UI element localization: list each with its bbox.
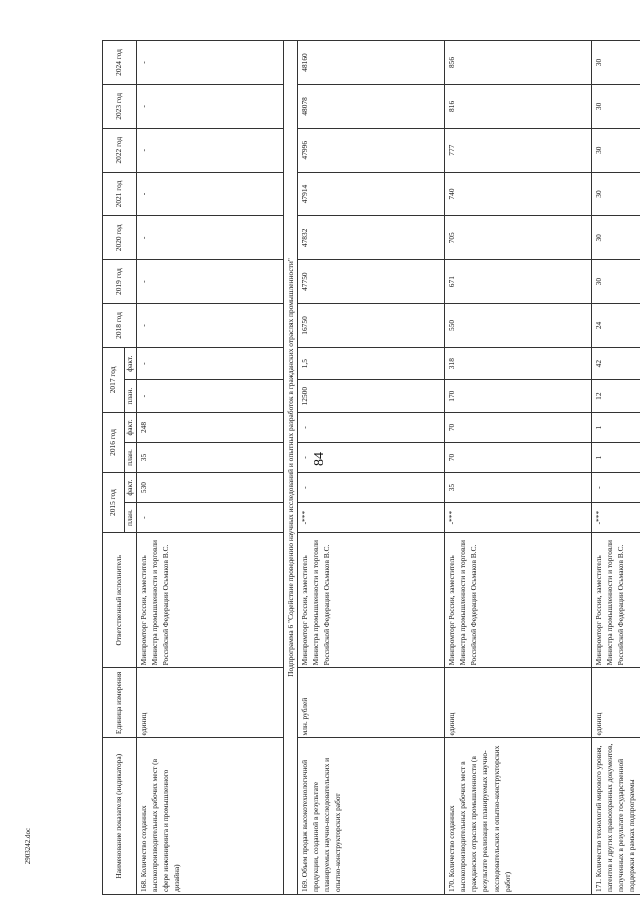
value-cell: 35 [137,443,284,473]
header-year-2023: 2023 год [103,84,137,128]
value-cell: - [137,172,284,216]
value-cell: - [592,473,640,503]
value-cell: 777 [445,128,592,172]
value-cell: 12 [592,380,640,413]
header-year-2021: 2021 год [103,172,137,216]
value-cell: 47914 [298,172,445,216]
header-year-2020: 2020 год [103,216,137,260]
value-cell: 16750 [298,304,445,348]
header-plan-2015: план. [125,503,137,533]
header-year-2018: 2018 год [103,304,137,348]
value-cell: 48160 [298,41,445,85]
header-fact-2017: факт. [125,347,137,380]
value-cell: 248 [137,412,284,442]
header-plan-2017: план. [125,380,137,413]
header-responsible: Ответственный исполнитель [103,533,137,668]
value-cell: 30 [592,84,640,128]
value-cell: - [137,128,284,172]
value-cell: - [137,84,284,128]
responsible-cell: Минпромторг России, заместитель Министра промышленности и торговли Российской Федерации Осьмаков В.С. [298,533,445,668]
value-cell: - [298,443,445,473]
header-year-2022: 2022 год [103,128,137,172]
table-row [137,41,284,895]
unit-cell: единиц [445,668,592,738]
indicator-name: 168. Количество созданных высокопроизводительных рабочих мест (в сфере инжиниринга и промышленного дизайна) [137,738,284,895]
header-year-2024: 2024 год [103,41,137,85]
subprogram-row [284,41,298,895]
value-cell: 47832 [298,216,445,260]
value-cell: 740 [445,172,592,216]
value-cell: 47750 [298,260,445,304]
table-row [592,41,640,895]
value-cell: 856 [445,41,592,85]
value-cell: 70 [445,412,592,442]
responsible-cell: Минпромторг России, заместитель Министра промышленности и торговли Российской Федерации Осьмаков В.С. [592,533,640,668]
value-cell: 70 [445,443,592,473]
header-fact-2016: факт. [125,412,137,442]
value-cell: 12500 [298,380,445,413]
table-row [445,41,592,895]
document-footer: 2903242.doc [24,827,32,865]
value-cell: - [137,260,284,304]
value-cell: 30 [592,41,640,85]
unit-cell: млн. рублей [298,668,445,738]
value-cell: 1,5 [298,347,445,380]
unit-cell: единиц [137,668,284,738]
rotated-table-container [102,40,637,895]
responsible-cell: Минпромторг России, заместитель Министра промышленности и торговли Российской Федерации Осьмаков В.С. [137,533,284,668]
value-cell: 1 [592,412,640,442]
value-cell: -*** [298,503,445,533]
value-cell: - [137,41,284,85]
value-cell: 530 [137,473,284,503]
value-cell: 671 [445,260,592,304]
value-cell: 35 [445,473,592,503]
value-cell: 48078 [298,84,445,128]
value-cell: 705 [445,216,592,260]
header-unit: Единица измерения [103,668,137,738]
value-cell: 30 [592,128,640,172]
value-cell: 816 [445,84,592,128]
value-cell: 30 [592,260,640,304]
header-fact-2015: факт. [125,473,137,503]
header-year-2015: 2015 год [103,473,125,533]
indicator-table [102,40,640,895]
value-cell: 42 [592,347,640,380]
value-cell: 170 [445,380,592,413]
value-cell: 30 [592,216,640,260]
value-cell: 550 [445,304,592,348]
value-cell: - [298,412,445,442]
unit-cell: единиц [592,668,640,738]
value-cell: -*** [445,503,592,533]
value-cell: -*** [592,503,640,533]
header-year-2019: 2019 год [103,260,137,304]
indicator-name: 171. Количество технологий мирового уровня, патентов и других правоохранных документов, полученных в результате государственной поддержки в рамках подпрограммы [592,738,640,895]
page-number: 84 [312,452,327,466]
indicator-name: 170. Количество созданных высокопроизводительных рабочих мест в гражданских отраслях промышленности (в результате реализации планируемых научно-исследовательских и опытно-конструкторских работ) [445,738,592,895]
header-year-2017: 2017 год [103,347,125,412]
value-cell: - [298,473,445,503]
value-cell: 47996 [298,128,445,172]
value-cell: 1 [592,443,640,473]
value-cell: - [137,380,284,413]
value-cell: - [137,304,284,348]
value-cell: 30 [592,172,640,216]
value-cell: - [137,216,284,260]
table-row [298,41,445,895]
value-cell: 318 [445,347,592,380]
indicator-name: 169. Объем продаж высокотехнологичной продукции, созданной в результате планируемых научно-исследовательских и опытно-конструкторских работ [298,738,445,895]
value-cell: - [137,503,284,533]
value-cell: 24 [592,304,640,348]
value-cell: - [137,347,284,380]
header-indicator: Наименование показателя (индикатора) [103,738,137,895]
header-year-2016: 2016 год [103,412,125,472]
header-plan-2016: план. [125,443,137,473]
responsible-cell: Минпромторг России, заместитель Министра промышленности и торговли Российской Федерации Осьмаков В.С. [445,533,592,668]
subprogram-title: Подпрограмма 6 "Содействие проведению научных исследований и опытных разработок в гражданских отраслях промышленности" [284,41,298,895]
